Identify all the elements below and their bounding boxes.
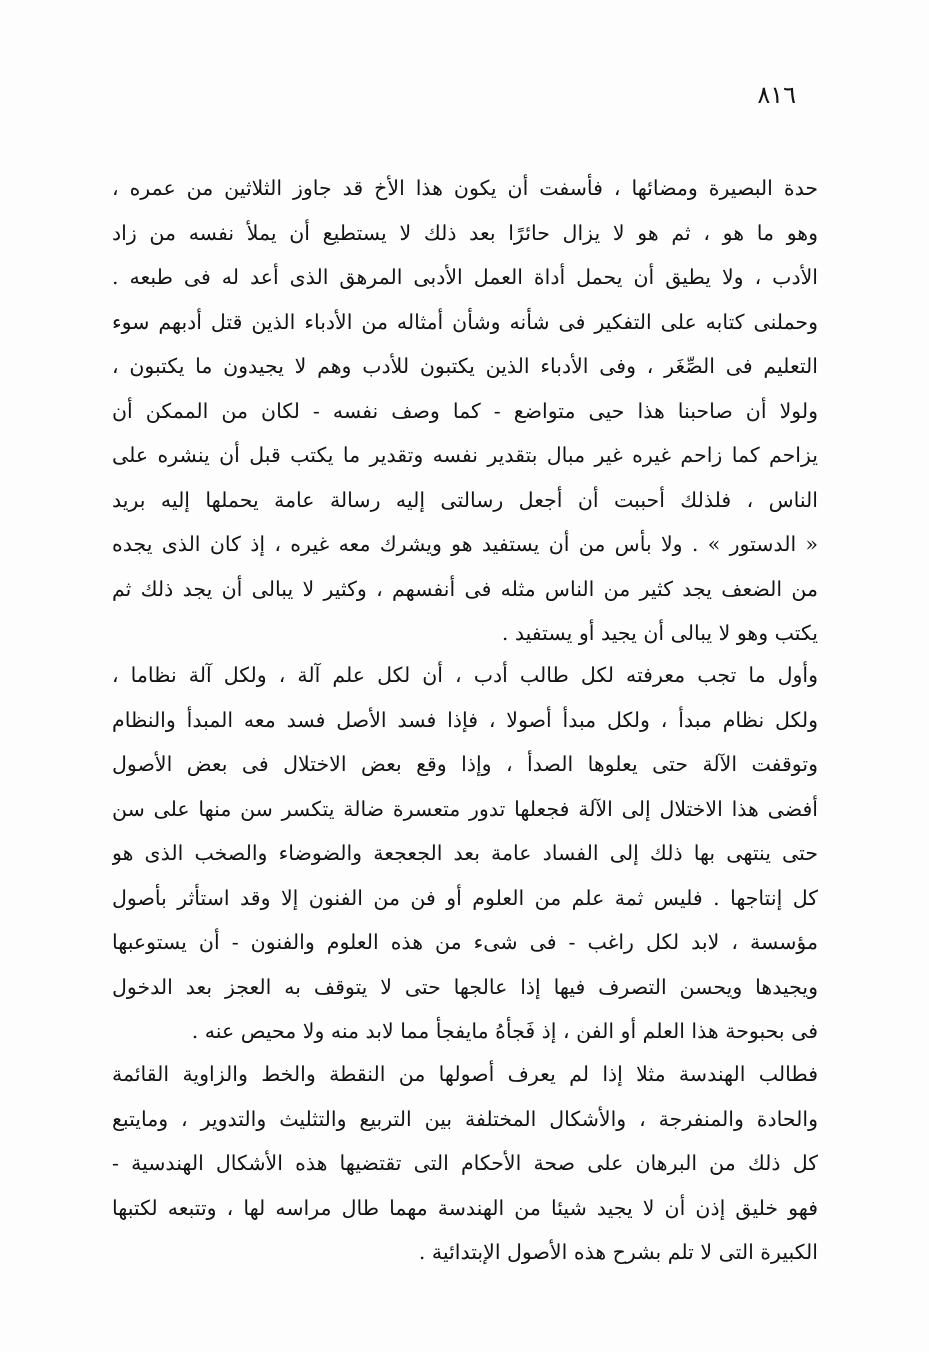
page-number: ٨١٦ <box>757 81 796 109</box>
text-line: التعليم فى الصِّغَر ، وفى الأدباء الذين يكتبون للأدب وهم لا يجيدون ما يكتبون ، <box>112 354 818 378</box>
text-line: من الضعف يجد كثير من الناس مثله فى أنفسهم ، وكثير لا يبالى أن يجد ذلك ثم <box>112 576 818 601</box>
text-line: وحملنى كتابه على التفكير فى شأنه وشأن أمثاله من الأدباء الذين قتل أدبهم سوء <box>112 309 818 334</box>
text-line: وتوقفت الآلة حتى يعلوها الصدأ ، وإذا وقع بعض الاختلال فى بعض الأصول <box>112 752 818 776</box>
text-line: والحادة والمنفرجة ، والأشكال المختلفة بين التربيع والتثليث والتدوير ، ومايتبع <box>112 1106 818 1131</box>
text-line: فى بحبوحة هذا العلم أو الفن ، إذ فَجأهُ مايفجأ مما لابد منه ولا محيص عنه . <box>191 1019 818 1043</box>
text-line: وأول ما تجب معرفته لكل طالب أدب ، أن لكل علم آلة ، ولكل آلة نظاما ، <box>112 663 818 687</box>
paragraph-2 <box>112 653 818 1054</box>
text-line: « الدستور » . ولا بأس من أن يستفيد هو ويشرك معه غيره ، إذ كان الذى يجده <box>112 532 818 556</box>
text-line: يزاحم كما زاحم غيره غير مبال بتقدير نفسه وتقدير ما يكتب قبل أن ينشره على <box>112 443 818 467</box>
text-line: أفضى هذا الاختلال إلى الآلة فجعلها تدور متعسرة ضالة يتكسر سن منها على سن <box>112 796 818 821</box>
text-line: الأدب ، ولا يطيق أن يحمل أداة العمل الأدبى المرهق الذى أعد له فى طبعه . <box>112 265 818 289</box>
text-line: حدة البصيرة ومضائها ، فأسفت أن يكون هذا الأخ قد جاوز الثلاثين من عمره ، <box>112 176 818 200</box>
text-line: حتى ينتهى بها ذلك إلى الفساد عامة بعد الجعجعة والضوضاء والصخب الذى هو <box>112 841 818 865</box>
text-line: كل إنتاجها . فليس ثمة علم من العلوم أو فن من الفنون إلا وقد استأثر بأصول <box>112 885 818 910</box>
text-line: يكتب وهو لا يبالى أن يجيد أو يستفيد . <box>501 621 818 645</box>
text-line: وهو ما هو ، ثم هو لا يزال حائرًا بعد ذلك لا يستطيع أن يملأ نفسه من زاد <box>112 220 818 245</box>
text-line: الكبيرة التى لا تلم بشرح هذه الأصول الإبتدائية . <box>418 1240 818 1264</box>
text-line: كل ذلك من البرهان على صحة الأحكام التى تقتضيها هذه الأشكال الهندسية - <box>112 1151 818 1175</box>
text-line: فطالب الهندسة مثلا إذا لم يعرف أصولها من النقطة والخط والزاوية القائمة <box>112 1062 818 1086</box>
text-line: ولكل نظام مبدأ ، ولكل مبدأ أصولا ، فإذا فسد الأصل فسد معه المبدأ والنظام <box>112 707 818 732</box>
text-line: فهو خليق إذن أن لا يجيد شيئا من الهندسة مهما طال مراسه لها ، وتتبعه لكتبها <box>112 1195 818 1220</box>
text-line: ويجيدها ويحسن التصرف فيها إذا عالجها حتى لا يتوقف به العجز بعد الدخول <box>112 974 818 999</box>
text-line: ولولا أن صاحبنا هذا حيى متواضع - كما وصف نفسه - لكان من الممكن أن <box>112 398 818 423</box>
text-line: الناس ، فلذلك أحببت أن أجعل رسالتى إليه رسالة عامة يحملها إليه بريد <box>112 487 818 512</box>
paragraph-1 <box>112 166 818 656</box>
text-line: مؤسسة ، لابد لكل راغب - فى شىء من هذه العلوم والفنون - أن يستوعبها <box>112 930 818 954</box>
paragraph-3 <box>112 1052 818 1275</box>
